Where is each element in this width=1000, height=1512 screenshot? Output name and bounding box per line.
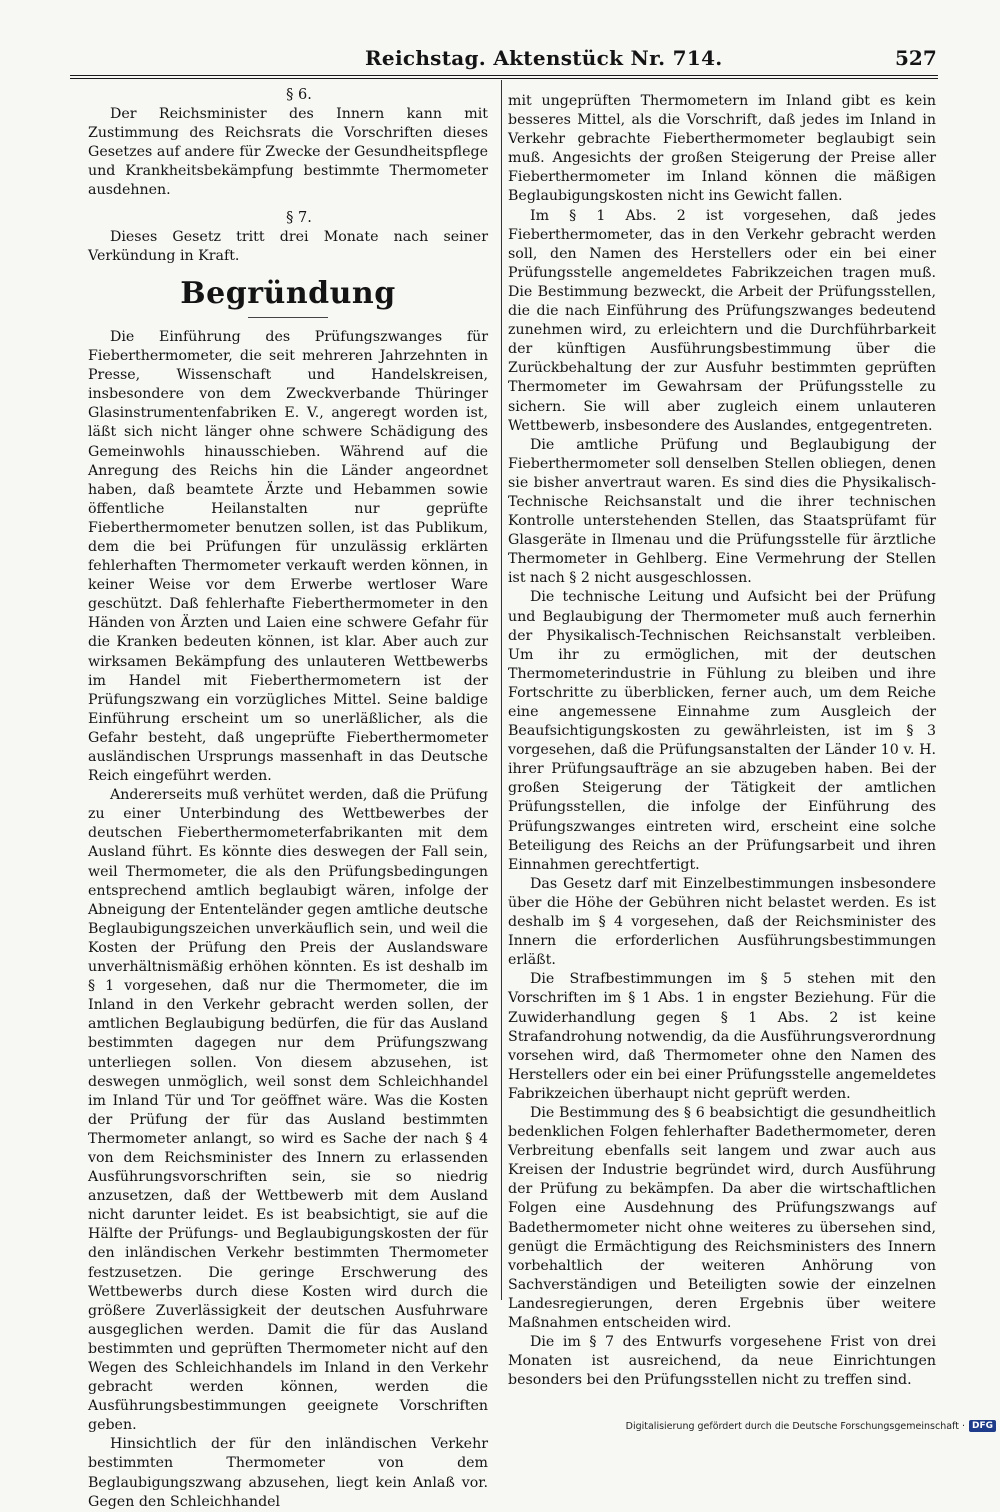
section-heading: Begründung	[180, 275, 396, 311]
dfg-logo-icon: DFG	[969, 1420, 996, 1432]
paragraph: Das Gesetz darf mit Einzelbestimmungen insbesondere über die Höhe der Gebühren nicht belastet werden. Es ist deshalb im § 4 vorgesehen, daß der Reichsminister des Innern die erforderlichen Ausführungsbestimmungen erläßt.	[508, 875, 936, 969]
left-column	[88, 86, 488, 1512]
paragraph: Hinsichtlich der für den inländischen Verkehr bestimmten Thermometer von dem Beglaubigungszwang abzusehen, liegt kein Anlaß vor. Gegen den Schleichhandel	[88, 1436, 488, 1510]
section-6-text: Der Reichsminister des Innern kann mit Zustimmung des Reichsrats die Vorschriften dieses Gesetzes auf andere für Zwecke der Gesundheitspflege und Krankheitsbekämpfung bestimmte Thermometer ausdehnen.	[88, 106, 488, 199]
paragraph: Die im § 7 des Entwurfs vorgesehene Frist von drei Monaten ist ausreichend, da neue Einrichtungen besonders bei den Prüfungsstellen nicht zu treffen sind.	[508, 1334, 936, 1389]
page-header	[0, 44, 1000, 76]
paragraph: Die Bestimmung des § 6 beabsichtigt die gesundheitlich bedenklichen Folgen fehlerhafter Badethermometer, deren Verbreitung ebenfalls seit langem und zwar auch aus Kreisen der Industrie begründet wird, durch Ausführung der Prüfung zu bekämpfen. Da aber die wirtschaftlichen Folgen eine Ausdehnung des Prüfungszwangs auf Badethermometer nicht ohne weiteres zu übersehen sind, genügt die Ermächtigung des Reichsministers des Innern vorbehaltlich der weiteren Anhörung von Sachverständigen und Beteiligten sowie der einzelnen Landesregierungen, deren Ergebnis über weitere Maßnahmen entscheiden wird.	[508, 1104, 936, 1331]
heading-rule	[248, 317, 328, 318]
section-7-text: Dieses Gesetz tritt drei Monate nach seiner Verkündung in Kraft.	[88, 228, 488, 264]
running-title: Reichstag. Aktenstück Nr. 714.	[365, 46, 723, 70]
paragraph: Die amtliche Prüfung und Beglaubigung der Fieberthermometer soll denselben Stellen obliegen, denen sie bisher anvertraut waren. Es sind dies die Physikalisch-Technische Reichsanstalt und die ihrer technischen Kontrolle unterstehenden Stellen, das Staatsprüfamt für Glasgeräte in Ilmenau und die Prüfungsstelle für ärztliche Thermometer in Gehlberg. Eine Vermehrung der Stellen ist nach § 2 nicht ausgeschlossen.	[508, 436, 936, 587]
section-7-label: § 7.	[286, 209, 312, 226]
right-column	[508, 92, 936, 1390]
header-rule	[70, 75, 938, 79]
paragraph: mit ungeprüften Thermometern im Inland gibt es kein besseres Mittel, als die Vorschrift, daß jedes im Inland in Verkehr gebrachte Fieberthermometer beglaubigt sein muß. Angesichts der großen Steigerung der Preise aller Fieberthermometer im Inland können die mäßigen Beglaubigungskosten nicht ins Gewicht fallen.	[508, 93, 936, 205]
column-divider	[501, 80, 502, 1300]
section-6-label: § 6.	[286, 87, 312, 103]
page-number: 527	[895, 46, 937, 70]
digitization-footer	[600, 1420, 996, 1432]
paragraph: Im § 1 Abs. 2 ist vorgesehen, daß jedes Fieberthermometer, das in den Verkehr gebracht werden soll, den Namen des Herstellers oder ein bei einer Prüfungsstelle angemeldetes Fabrikzeichen tragen muß. Die Bestimmung bezweckt, die Arbeit der Prüfungsstellen, die die nach Einführung des Prüfungszwanges bedeutend zunehmen wird, zu erleichtern und die Durchführbarkeit der künftigen Ausführungsbestimmung über die Zurückbehaltung der zur Ausfuhr bestimmten geprüften Thermometer im Gewahrsam der Prüfungsstelle zu sichern. Sie will aber zugleich einem unlauteren Wettbewerb, insbesondere des Auslandes, entgegentreten.	[508, 207, 936, 434]
paragraph: Andererseits muß verhütet werden, daß die Prüfung zu einer Unterbindung des Wettbewerbes der deutschen Fieberthermometerfabrikanten mit dem Ausland führt. Es könnte dies deswegen der Fall sein, weil Thermometer, die als den Prüfungsbedingungen entsprechend amtlich beglaubigt wären, infolge der Abneigung der Ententeländer gegen amtliche deutsche Beglaubigungszeichen unverkäuflich sein, und weil die Kosten der Prüfung den Preis der Auslandsware unverhältnismäßig erhöhen könnten. Es ist deshalb im § 1 vorgesehen, daß nur die Thermometer, die im Inland in den Verkehr gebracht werden sollen, der amtlichen Beglaubigung bedürfen, die für das Ausland bestimmten dagegen nur dem Prüfungszwang unterliegen sollen. Von diesem abzusehen, ist deswegen unmöglich, weil sonst dem Schleichhandel im Inland Tür und Tor geöffnet wäre. Was die Kosten der Prüfung der für das Ausland bestimmten Thermometer anlangt, so wird es Sache der nach § 4 von dem Reichsminister des Innern zu erlassenden Ausführungsvorschriften sein, sie so niedrig anzusetzen, daß der Wettbewerb mit dem Ausland nicht darunter leidet. Es ist beabsichtigt, sie auf die Hälfte der Prüfungs- und Beglaubigungskosten der für den inländischen Verkehr bestimmten Thermometer festzusetzen. Die geringe Erschwerung des Wettbewerbs durch diese Kosten wird durch die größere Zuverlässigkeit der deutschen Ausfuhrware ausgeglichen werden. Damit die für das Ausland bestimmten und geprüften Thermometer nicht auf den Wegen des Schleichhandels im Inland in den Verkehr gebracht werden können, werden die Ausführungsbestimmungen geeignete Vorschriften geben.	[88, 787, 488, 1434]
paragraph: Die Strafbestimmungen im § 5 stehen mit den Vorschriften im § 1 Abs. 1 in engster Beziehung. Für die Zuwiderhandlung gegen § 1 Abs. 2 ist keine Strafandrohung notwendig, da die Ausführungsverordnung vorsehen wird, daß Thermometer ohne den Namen des Herstellers oder ein bei einer Prüfungsstelle angemeldetes Fabrikzeichen überhaupt nicht geprüft werden.	[508, 971, 936, 1102]
paragraph: Die technische Leitung und Aufsicht bei der Prüfung und Beglaubigung der Thermometer muß auch fernerhin der Physikalisch-Technischen Reichsanstalt verbleiben. Um ihr zu ermöglichen, mit der deutschen Thermometerindustrie in Fühlung zu bleiben und ihre Fortschritte zu überblicken, ferner auch, um dem Reiche eine angemessene Einnahme zum Ausgleich der Beaufsichtigungskosten zu gewährleisten, ist im § 3 vorgesehen, daß die Prüfungsanstalten der Länder 10 v. H. ihrer Prüfungsaufträge an sie abzugeben haben. Bei der großen Steigerung der Tätigkeit der amtlichen Prüfungsstellen, die infolge der Einführung des Prüfungszwanges eintreten wird, erscheint eine solche Beteiligung des Reichs an der Prüfungsarbeit und ihren Einnahmen gerechtfertigt.	[508, 589, 936, 873]
footer-text: Digitalisierung gefördert durch die Deutsche Forschungsgemeinschaft ·	[625, 1420, 965, 1432]
paragraph: Die Einführung des Prüfungszwanges für Fieberthermometer, die seit mehreren Jahrzehnten in Presse, Wissenschaft und Handelskreisen, insbesondere von dem Zweckverbande Thüringer Glasinstrumentenfabriken E. V., angeregt worden ist, läßt sich nicht länger ohne schwere Schädigung des Gemeinwohls hinausschieben. Während auf die Anregung des Reichs hin die Länder angeordnet haben, daß beamtete Ärzte und Hebammen sowie öffentliche Heilanstalten nur geprüfte Fieberthermometer benutzen sollen, ist das Publikum, dem die bei Prüfungen für unzulässig erklärten fehlerhaften Thermometer verkauft werden können, in keiner Weise vor dem Erwerbe wertloser Ware geschützt. Daß fehlerhafte Fieberthermometer in den Händen von Ärzten und Laien eine schwere Gefahr für die Kranken bedeuten können, ist klar. Aber auch zur wirksamen Bekämpfung des unlauteren Wettbewerbs im Handel mit Fieberthermometern ist der Prüfungszwang ein vorzügliches Mittel. Seine baldige Einführung erscheint um so unerläßlicher, als die Gefahr besteht, daß ungeprüfte Fieberthermometer ausländischen Ursprungs massenhaft in das Deutsche Reich eingeführt werden.	[88, 328, 488, 785]
